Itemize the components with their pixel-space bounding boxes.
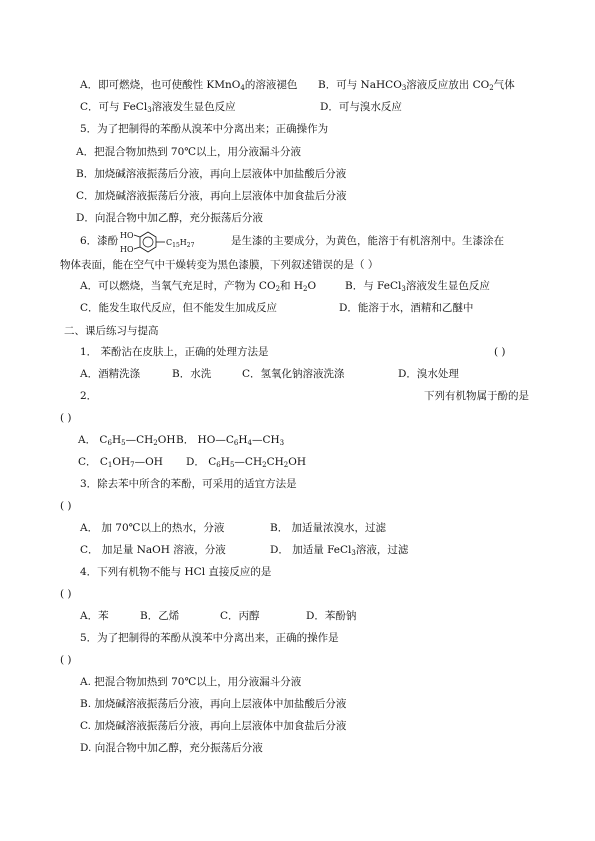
q4-option-d: D．可与溴水反应 (320, 101, 402, 113)
q5-stem: 5．为了把制得的苯酚从溴苯中分离出来；正确操作为 (80, 123, 329, 135)
q5-option-d: D．向混合物中加乙醇，充分振荡后分液 (76, 212, 263, 224)
benzene-ring (140, 232, 156, 252)
q4-option-c-text: C．可与 FeCl (80, 101, 148, 113)
p2-stem: 下列有机物属于酚的是 (424, 390, 529, 402)
q6-option-b (345, 279, 490, 293)
q6-stem: 是生漆的主要成分，为黄色，能溶于有机溶剂中。生漆涂在 (231, 235, 504, 247)
q4-option-b-sub2: 2 (489, 84, 494, 92)
p5-option-a: A. 把混合物加热到 70℃以上，用分液漏斗分液 (80, 676, 302, 688)
p5-option-b: B. 加烧碱溶液振荡后分液，再向上层液体中加盐酸后分液 (80, 698, 347, 710)
mol-ho-bottom: HO (120, 245, 134, 254)
q6-option-a-tail: O (307, 280, 317, 292)
p1-option-a: A．酒精洗涤 (80, 368, 141, 380)
p4-stem: 4．下列有机物不能与 HCl 直接反应的是 (80, 566, 272, 578)
q4-option-a (80, 78, 297, 92)
p2-option-c: C． $C_1OH_7—OH$ (78, 456, 163, 469)
q6-option-b-sub: 3 (401, 285, 406, 293)
q5-option-c: C．加烧碱溶液振荡后分液，再向上层液体中加食盐后分液 (76, 190, 347, 202)
p3-bracket: ( ) (60, 500, 72, 512)
q4-option-a-tail: 的溶液褪色 (244, 79, 298, 91)
q4-option-b-sub: 3 (401, 84, 407, 92)
p2-option-d: D． $C_6H_5—CH_2CH_2OH$ (186, 456, 307, 469)
p1-option-c: C．氢氧化钠溶液洗涤 (242, 368, 345, 380)
q4-option-c-sub: 3 (147, 106, 152, 114)
q4-option-b-tail2: 气体 (493, 79, 515, 91)
section-heading: 二、课后练习与提高 (64, 325, 159, 337)
q5-option-a: A．把混合物加热到 70℃以上，用分液漏斗分液 (76, 146, 302, 158)
p4-option-c: C．丙醇 (220, 610, 260, 622)
p4-option-a: A．苯 (80, 610, 109, 622)
p2-number: 2． (80, 390, 98, 402)
mol-bond-1 (134, 235, 140, 237)
q6-option-a-text: A．可以燃烧，当氧气充足时，产物为 CO (80, 280, 276, 292)
q4-option-a-text: A．即可燃烧，也可使酸性 KMnO (80, 79, 241, 91)
q6-option-c: C．能发生取代反应，但不能发生加成反应 (80, 302, 278, 314)
q4-option-b-text: B．可与 NaHCO (318, 79, 402, 91)
q4-option-b-tail: 溶液反应放出 CO (406, 79, 490, 91)
p5-option-d: D. 向混合物中加乙醇，充分振荡后分液 (80, 742, 263, 754)
p3-option-c: C． 加足量 NaOH 溶液，分液 (80, 544, 226, 556)
q4-option-c (80, 100, 236, 114)
q6-option-a-mid: 和 H (280, 280, 304, 292)
q4-option-a-sub: 4 (240, 84, 245, 92)
q6-number: 6．漆酚 (80, 235, 119, 247)
mol-substituent: $C_{15}H_{27}$ (166, 238, 195, 249)
p5-bracket: ( ) (60, 654, 72, 666)
p1-stem: 1． 苯酚沾在皮肤上，正确的处理方法是 (80, 346, 269, 358)
p3-option-b: B． 加适量浓溴水，过滤 (270, 522, 387, 534)
p4-bracket: ( ) (60, 588, 72, 600)
q6-option-d: D．能溶于水，酒精和乙醚中 (339, 302, 474, 314)
q5-option-b: B．加烧碱溶液振荡后分液，再向上层液体中加盐酸后分液 (76, 168, 347, 180)
q6-option-a (80, 279, 316, 293)
p2-option-b: B． $HO—C_6H_4—CH_3$ (176, 434, 285, 447)
urushiol-structure (118, 228, 224, 256)
p3-stem: 3．除去苯中所含的苯酚，可采用的适宜方法是 (80, 478, 297, 490)
q6-option-a-sub2: 2 (303, 285, 308, 293)
q4-option-b (318, 78, 515, 92)
mol-bond-2 (134, 247, 140, 249)
p1-option-d: D．溴水处理 (398, 368, 459, 380)
p4-option-d: D．苯酚钠 (306, 610, 357, 622)
mol-ho-top: HO (120, 231, 134, 240)
p2-option-a: A． $C_6H_5—CH_2OH$ (78, 434, 176, 447)
p3-option-d: D． 加适量 FeCl$_3$溶液，过滤 (270, 544, 409, 557)
q6-option-b-text: B．与 FeCl (345, 280, 402, 292)
p5-stem: 5．为了把制得的苯酚从溴苯中分离出来，正确的操作是 (80, 632, 339, 644)
q6-option-b-tail: 溶液发生显色反应 (405, 280, 490, 292)
q6-stem-line2: 物体表面，能在空气中干燥转变为黑色漆膜，下列叙述错误的是（ ） (60, 259, 379, 271)
p1-option-b: B．水洗 (172, 368, 212, 380)
benzene-ring-circle (143, 237, 153, 247)
p2-bracket: ( ) (60, 412, 72, 424)
p5-option-c: C. 加烧碱溶液振荡后分液，再向上层液体中加食盐后分液 (80, 720, 347, 732)
q4-option-c-tail: 溶液发生显色反应 (151, 101, 236, 113)
p3-option-a: A． 加 70℃以上的热水，分液 (80, 522, 225, 534)
p4-option-b: B．乙烯 (140, 610, 180, 622)
q6-option-a-sub: 2 (275, 285, 281, 293)
p1-bracket: ( ) (494, 346, 506, 358)
